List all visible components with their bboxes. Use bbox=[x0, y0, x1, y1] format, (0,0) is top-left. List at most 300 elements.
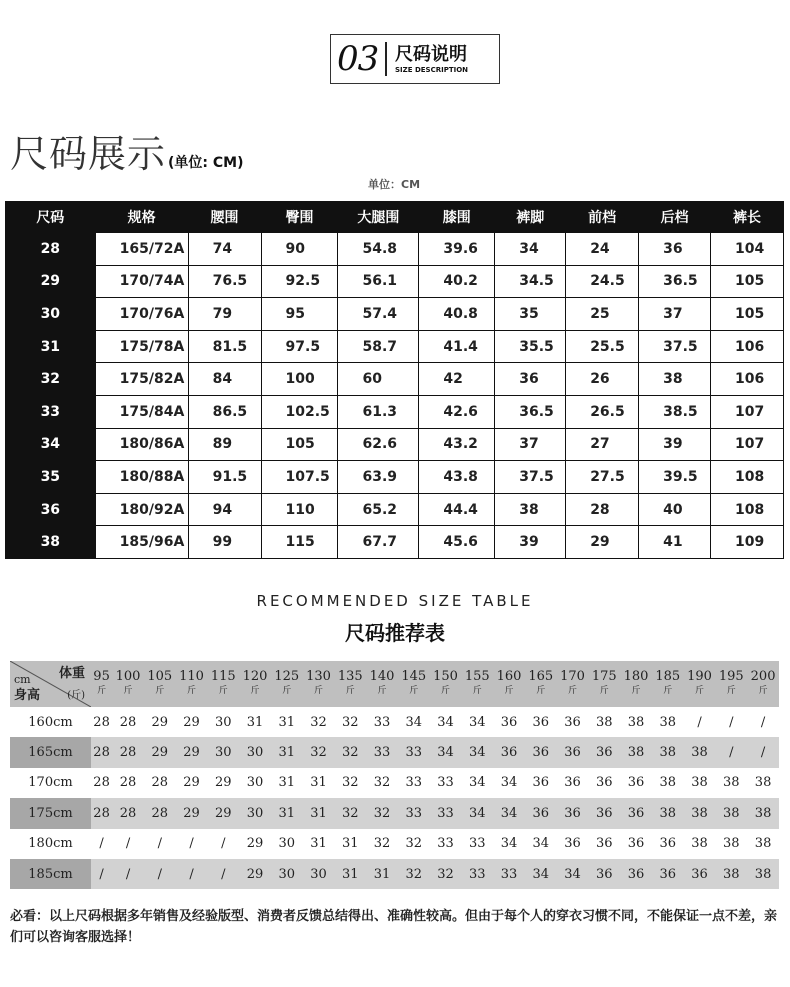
table-row bbox=[6, 363, 784, 396]
size-header-cell: 膝围 bbox=[419, 202, 495, 233]
table-row bbox=[10, 829, 779, 859]
size-value-cell: 38.5 bbox=[639, 395, 711, 428]
recommend-size-cell: 38 bbox=[620, 737, 652, 767]
size-header-cell: 尺码 bbox=[6, 202, 96, 233]
recommend-size-cell: 29 bbox=[246, 836, 264, 852]
size-value-cell: 38 bbox=[495, 493, 566, 526]
recommend-size-cell: 33 bbox=[373, 714, 391, 730]
recommend-size-cell: 38 bbox=[659, 775, 677, 791]
weight-header-cell bbox=[493, 661, 525, 707]
size-value-cell: 115 bbox=[261, 526, 338, 559]
weight-header-cell bbox=[144, 661, 176, 707]
recommend-size-cell: 36 bbox=[557, 737, 589, 767]
size-value-cell: 39.5 bbox=[639, 461, 711, 494]
size-header-cell: 后档 bbox=[639, 202, 711, 233]
weight-header-cell bbox=[715, 661, 747, 707]
recommend-size-cell: 28 bbox=[151, 775, 169, 791]
recommend-size-cell: 31 bbox=[246, 714, 264, 730]
recommend-size-cell: 32 bbox=[342, 714, 359, 730]
size-value-cell: 105 bbox=[711, 298, 784, 331]
size-label-cell: 33 bbox=[6, 395, 96, 428]
size-value-cell: 29 bbox=[566, 526, 639, 559]
weight-unit: 斤 bbox=[568, 686, 578, 696]
recommend-size-cell: 30 bbox=[239, 737, 271, 767]
weight-value: 110 bbox=[179, 669, 204, 684]
recommend-size-cell: 36 bbox=[564, 836, 581, 852]
size-value-cell: 92.5 bbox=[261, 265, 338, 298]
size-value-cell: 39.6 bbox=[419, 233, 495, 266]
size-value-cell: 42.6 bbox=[419, 395, 495, 428]
recommend-size-cell: 36 bbox=[620, 798, 652, 828]
size-value-cell: 180/88A bbox=[95, 461, 188, 494]
recommend-size-cell: 33 bbox=[398, 737, 430, 767]
size-label-cell: 35 bbox=[6, 461, 96, 494]
badge-text bbox=[395, 44, 468, 74]
table-row bbox=[6, 233, 784, 266]
recommend-title-cn: 尺码推荐表 bbox=[345, 621, 445, 645]
recommend-size-cell: 29 bbox=[215, 775, 232, 791]
recommend-size-cell: 30 bbox=[278, 836, 296, 852]
size-value-cell: 45.6 bbox=[419, 526, 495, 559]
weight-value: 95 bbox=[93, 669, 110, 684]
weight-value: 115 bbox=[210, 669, 236, 684]
weight-header-cell bbox=[176, 661, 208, 707]
recommend-size-cell: 31 bbox=[310, 836, 327, 852]
recommend-size-cell: / bbox=[157, 836, 162, 852]
recommend-size-cell: / bbox=[207, 859, 239, 889]
size-header-cell: 裤脚 bbox=[495, 202, 566, 233]
size-value-cell: 107 bbox=[711, 428, 784, 461]
weight-header-cell bbox=[112, 661, 144, 707]
weight-header-cell bbox=[557, 661, 589, 707]
weight-header-cell bbox=[303, 661, 335, 707]
size-value-cell: 109 bbox=[711, 526, 784, 559]
recommend-size-cell: 34 bbox=[430, 737, 462, 767]
size-value-cell: 67.7 bbox=[338, 526, 419, 559]
table-row bbox=[10, 859, 779, 889]
recommend-size-cell: / bbox=[125, 836, 131, 852]
recommend-size-cell: 28 bbox=[93, 775, 110, 791]
recommend-size-cell: 38 bbox=[627, 714, 645, 730]
size-value-cell: 108 bbox=[711, 493, 784, 526]
size-value-cell: 99 bbox=[188, 526, 261, 559]
weight-value: 160 bbox=[496, 669, 522, 684]
size-value-cell: 105 bbox=[261, 428, 338, 461]
recommend-size-cell: 34 bbox=[493, 798, 525, 828]
size-label-cell: 31 bbox=[6, 330, 96, 363]
recommend-size-cell: 38 bbox=[723, 775, 740, 791]
size-value-cell: 34 bbox=[495, 233, 566, 266]
weight-unit: 斤 bbox=[631, 686, 641, 696]
recommend-size-cell: 36 bbox=[596, 775, 613, 791]
table-row bbox=[6, 493, 784, 526]
size-value-cell: 105 bbox=[711, 265, 784, 298]
table-row bbox=[6, 265, 784, 298]
size-value-cell: 91.5 bbox=[188, 461, 261, 494]
recommend-size-cell: 34 bbox=[461, 737, 493, 767]
table-row bbox=[6, 461, 784, 494]
recommend-size-cell: 33 bbox=[398, 798, 430, 828]
size-value-cell: 28 bbox=[566, 493, 639, 526]
recommend-size-cell: 36 bbox=[564, 775, 581, 791]
recommend-size-cell: 28 bbox=[112, 798, 144, 828]
recommend-size-cell: 31 bbox=[334, 859, 366, 889]
size-value-cell: 37.5 bbox=[639, 330, 711, 363]
weight-header-cell bbox=[334, 661, 366, 707]
size-value-cell: 108 bbox=[711, 461, 784, 494]
weight-value: 120 bbox=[242, 669, 268, 684]
size-value-cell: 90 bbox=[261, 233, 338, 266]
recommend-size-cell: 38 bbox=[684, 798, 716, 828]
size-value-cell: 165/72A bbox=[95, 233, 188, 266]
size-value-cell: 36.5 bbox=[639, 265, 711, 298]
height-label-cell: 175cm bbox=[10, 798, 91, 828]
weight-unit: 斤 bbox=[726, 686, 736, 696]
title-unit: (单位: CM) bbox=[168, 155, 244, 171]
size-value-cell: 26 bbox=[566, 363, 639, 396]
weight-value: 175 bbox=[591, 669, 617, 684]
corner-height-label: 身高 bbox=[14, 688, 41, 703]
size-value-cell: 62.6 bbox=[338, 428, 419, 461]
table-row bbox=[10, 707, 779, 737]
recommend-size-cell: 34 bbox=[461, 798, 493, 828]
size-header-cell: 前档 bbox=[566, 202, 639, 233]
recommend-size-cell: / bbox=[99, 836, 104, 852]
height-label-cell: 185cm bbox=[10, 859, 91, 889]
recommend-size-cell: 32 bbox=[366, 798, 398, 828]
size-value-cell: 41 bbox=[639, 526, 711, 559]
recommend-size-cell: 36 bbox=[525, 737, 557, 767]
weight-unit: 斤 bbox=[663, 686, 673, 696]
recommend-size-cell: / bbox=[747, 737, 779, 767]
recommend-size-cell: 36 bbox=[557, 798, 589, 828]
size-header-cell: 大腿围 bbox=[338, 202, 419, 233]
badge-number: 03 bbox=[337, 39, 379, 79]
size-value-cell: 175/84A bbox=[95, 395, 188, 428]
recommend-size-cell: 36 bbox=[564, 714, 581, 730]
recommend-size-cell: 36 bbox=[532, 775, 550, 791]
recommend-size-cell: 32 bbox=[430, 859, 462, 889]
size-value-cell: 175/82A bbox=[95, 363, 188, 396]
recommend-size-cell: 28 bbox=[144, 798, 176, 828]
size-header-cell: 腰围 bbox=[188, 202, 261, 233]
unit-caption: 单位：CM bbox=[368, 178, 421, 191]
weight-value: 185 bbox=[655, 669, 681, 684]
recommend-size-cell: 36 bbox=[588, 859, 620, 889]
recommend-size-cell: 29 bbox=[183, 775, 200, 791]
recommend-title-en: RECOMMENDED SIZE TABLE bbox=[256, 592, 534, 610]
recommend-size-cell: 36 bbox=[684, 859, 716, 889]
recommend-size-cell: 30 bbox=[239, 798, 271, 828]
recommend-size-cell: 32 bbox=[398, 859, 430, 889]
section-badge bbox=[330, 34, 500, 84]
recommend-size-cell: 38 bbox=[747, 859, 779, 889]
weight-value: 130 bbox=[306, 669, 331, 684]
recommend-size-cell: 31 bbox=[342, 836, 359, 852]
weight-header-cell bbox=[239, 661, 271, 707]
recommend-size-cell: 31 bbox=[278, 775, 296, 791]
weight-value: 135 bbox=[337, 669, 363, 684]
size-value-cell: 185/96A bbox=[95, 526, 188, 559]
size-value-cell: 89 bbox=[188, 428, 261, 461]
weight-unit: 斤 bbox=[504, 686, 514, 696]
size-value-cell: 27 bbox=[566, 428, 639, 461]
recommend-size-cell: 38 bbox=[652, 798, 684, 828]
size-value-cell: 86.5 bbox=[188, 395, 261, 428]
recommend-size-cell: 33 bbox=[437, 836, 454, 852]
weight-unit: 斤 bbox=[123, 686, 133, 696]
recommend-size-cell: 31 bbox=[310, 775, 327, 791]
recommend-table bbox=[10, 661, 779, 889]
weight-unit: 斤 bbox=[409, 686, 419, 696]
recommend-size-cell: / bbox=[729, 714, 734, 730]
recommend-size-cell: 32 bbox=[310, 714, 327, 730]
recommend-size-cell: 33 bbox=[493, 859, 525, 889]
recommend-size-cell: 33 bbox=[430, 798, 462, 828]
recommend-size-cell: 38 bbox=[659, 714, 677, 730]
recommend-size-cell: 38 bbox=[715, 798, 747, 828]
size-value-cell: 36 bbox=[639, 233, 711, 266]
size-value-cell: 40.2 bbox=[419, 265, 495, 298]
recommend-size-cell: 30 bbox=[271, 859, 303, 889]
recommend-size-cell: 38 bbox=[596, 714, 613, 730]
size-value-cell: 44.4 bbox=[419, 493, 495, 526]
recommend-size-cell: 30 bbox=[246, 775, 264, 791]
title-main: 尺码展示 bbox=[10, 132, 167, 176]
recommend-size-cell: 36 bbox=[500, 714, 518, 730]
size-value-cell: 58.7 bbox=[338, 330, 419, 363]
size-value-cell: 57.4 bbox=[338, 298, 419, 331]
size-value-cell: 36.5 bbox=[495, 395, 566, 428]
weight-header-cell bbox=[620, 661, 652, 707]
recommend-size-cell: 38 bbox=[723, 836, 740, 852]
weight-value: 190 bbox=[687, 669, 712, 684]
recommend-size-cell: 36 bbox=[627, 836, 645, 852]
weight-header-cell bbox=[588, 661, 620, 707]
recommend-size-cell: 28 bbox=[119, 714, 137, 730]
recommend-size-cell: 29 bbox=[151, 714, 169, 730]
recommend-size-cell: 30 bbox=[215, 714, 232, 730]
recommend-size-cell: 29 bbox=[176, 798, 208, 828]
size-value-cell: 170/76A bbox=[95, 298, 188, 331]
recommend-size-cell: / bbox=[221, 836, 226, 852]
weight-unit: 斤 bbox=[282, 686, 292, 696]
recommend-size-cell: 33 bbox=[469, 836, 486, 852]
weight-unit: 斤 bbox=[758, 686, 768, 696]
weight-value: 150 bbox=[433, 669, 458, 684]
recommend-size-cell: 38 bbox=[684, 737, 716, 767]
size-value-cell: 170/74A bbox=[95, 265, 188, 298]
weight-unit: 斤 bbox=[250, 686, 260, 696]
size-value-cell: 56.1 bbox=[338, 265, 419, 298]
size-label-cell: 38 bbox=[6, 526, 96, 559]
recommend-size-cell: 34 bbox=[500, 836, 518, 852]
size-table-header bbox=[6, 202, 784, 233]
recommend-size-cell: 34 bbox=[525, 859, 557, 889]
recommend-size-cell: 34 bbox=[532, 836, 550, 852]
size-value-cell: 27.5 bbox=[566, 461, 639, 494]
recommend-size-cell: 34 bbox=[469, 775, 486, 791]
size-value-cell: 38 bbox=[639, 363, 711, 396]
size-value-cell: 81.5 bbox=[188, 330, 261, 363]
recommend-size-cell: 38 bbox=[652, 737, 684, 767]
height-label-cell: 165cm bbox=[10, 737, 91, 767]
size-value-cell: 24.5 bbox=[566, 265, 639, 298]
recommend-size-cell: 29 bbox=[144, 737, 176, 767]
size-header-cell: 裤长 bbox=[711, 202, 784, 233]
weight-unit: 斤 bbox=[345, 686, 355, 696]
recommend-size-cell: 36 bbox=[493, 737, 525, 767]
recommend-size-cell: 31 bbox=[303, 798, 335, 828]
table-row bbox=[6, 395, 784, 428]
weight-unit: 斤 bbox=[187, 686, 197, 696]
weight-unit: 斤 bbox=[536, 686, 546, 696]
size-value-cell: 42 bbox=[419, 363, 495, 396]
height-label-cell: 160cm bbox=[28, 714, 73, 730]
weight-header-cell bbox=[525, 661, 557, 707]
table-row bbox=[6, 526, 784, 559]
size-value-cell: 63.9 bbox=[338, 461, 419, 494]
recommend-size-cell: / bbox=[715, 737, 747, 767]
page-title bbox=[10, 132, 244, 176]
recommend-size-cell: 38 bbox=[754, 775, 772, 791]
corner-cell bbox=[10, 661, 91, 707]
recommend-size-cell: 36 bbox=[652, 859, 684, 889]
recommend-size-cell: 36 bbox=[532, 714, 550, 730]
recommend-size-cell: 36 bbox=[620, 859, 652, 889]
size-label-cell: 32 bbox=[6, 363, 96, 396]
weight-value: 140 bbox=[369, 669, 395, 684]
weight-value: 105 bbox=[147, 669, 173, 684]
size-value-cell: 180/86A bbox=[95, 428, 188, 461]
height-label-cell: 170cm bbox=[28, 775, 73, 791]
recommend-size-cell: 34 bbox=[405, 714, 423, 730]
recommend-size-cell: 30 bbox=[303, 859, 335, 889]
recommend-size-cell: 29 bbox=[239, 859, 271, 889]
recommend-size-cell: 33 bbox=[437, 775, 454, 791]
corner-jin-label: (斤) bbox=[67, 690, 85, 701]
size-value-cell: 61.3 bbox=[338, 395, 419, 428]
weight-header-cell bbox=[91, 661, 112, 707]
size-value-cell: 110 bbox=[261, 493, 338, 526]
size-value-cell: 106 bbox=[711, 330, 784, 363]
size-value-cell: 36 bbox=[495, 363, 566, 396]
size-value-cell: 34.5 bbox=[495, 265, 566, 298]
size-value-cell: 43.8 bbox=[419, 461, 495, 494]
recommend-size-cell: 28 bbox=[91, 798, 112, 828]
size-value-cell: 35.5 bbox=[495, 330, 566, 363]
weight-value: 145 bbox=[401, 669, 427, 684]
recommend-size-cell: 34 bbox=[469, 714, 486, 730]
recommend-size-cell: 32 bbox=[342, 775, 359, 791]
size-label-cell: 29 bbox=[6, 265, 96, 298]
recommend-size-cell: 33 bbox=[405, 775, 423, 791]
size-value-cell: 37.5 bbox=[495, 461, 566, 494]
corner-cm-label: cm bbox=[14, 673, 31, 686]
recommend-size-cell: 36 bbox=[588, 737, 620, 767]
recommend-size-cell: 33 bbox=[366, 737, 398, 767]
weight-value: 195 bbox=[718, 669, 744, 684]
recommend-size-cell: 38 bbox=[691, 775, 708, 791]
size-value-cell: 94 bbox=[188, 493, 261, 526]
size-value-cell: 26.5 bbox=[566, 395, 639, 428]
recommend-size-cell: 36 bbox=[588, 798, 620, 828]
recommend-size-cell: / bbox=[760, 714, 766, 730]
size-value-cell: 43.2 bbox=[419, 428, 495, 461]
recommend-table-header bbox=[10, 661, 779, 707]
size-header-cell: 规格 bbox=[95, 202, 188, 233]
weight-unit: 斤 bbox=[218, 686, 228, 696]
size-value-cell: 25 bbox=[566, 298, 639, 331]
recommend-size-cell: 31 bbox=[366, 859, 398, 889]
recommend-size-cell: 28 bbox=[119, 775, 137, 791]
weight-header-cell bbox=[398, 661, 430, 707]
size-value-cell: 37 bbox=[495, 428, 566, 461]
weight-header-cell bbox=[271, 661, 303, 707]
size-value-cell: 37 bbox=[639, 298, 711, 331]
size-header-cell: 臀围 bbox=[261, 202, 338, 233]
badge-title-en: SIZE DESCRIPTION bbox=[395, 66, 469, 74]
recommend-size-cell: 33 bbox=[461, 859, 493, 889]
size-value-cell: 39 bbox=[495, 526, 566, 559]
size-value-cell: 106 bbox=[711, 363, 784, 396]
size-value-cell: 180/92A bbox=[95, 493, 188, 526]
recommend-size-cell: 28 bbox=[91, 737, 112, 767]
recommend-size-cell: 38 bbox=[747, 798, 779, 828]
recommend-size-cell: 38 bbox=[715, 859, 747, 889]
recommend-size-cell: 30 bbox=[207, 737, 239, 767]
size-value-cell: 104 bbox=[711, 233, 784, 266]
size-value-cell: 60 bbox=[338, 363, 419, 396]
size-value-cell: 79 bbox=[188, 298, 261, 331]
size-value-cell: 65.2 bbox=[338, 493, 419, 526]
weight-value: 165 bbox=[528, 669, 554, 684]
recommend-size-cell: 38 bbox=[754, 836, 772, 852]
size-value-cell: 107.5 bbox=[261, 461, 338, 494]
size-value-cell: 35 bbox=[495, 298, 566, 331]
recommend-size-cell: 29 bbox=[183, 714, 200, 730]
recommend-size-cell: 36 bbox=[659, 836, 677, 852]
weight-header-cell bbox=[430, 661, 462, 707]
height-label-cell: 180cm bbox=[28, 836, 73, 852]
weight-value: 125 bbox=[274, 669, 300, 684]
recommend-size-cell: 34 bbox=[557, 859, 589, 889]
recommend-size-cell: 32 bbox=[405, 836, 423, 852]
size-table bbox=[5, 201, 784, 559]
size-value-cell: 102.5 bbox=[261, 395, 338, 428]
recommend-size-cell: 28 bbox=[93, 714, 110, 730]
size-label-cell: 36 bbox=[6, 493, 96, 526]
size-value-cell: 84 bbox=[188, 363, 261, 396]
weight-value: 170 bbox=[560, 669, 585, 684]
recommend-size-cell: 29 bbox=[176, 737, 208, 767]
recommend-size-cell: 34 bbox=[500, 775, 518, 791]
recommend-size-cell: 28 bbox=[112, 737, 144, 767]
size-value-cell: 74 bbox=[188, 233, 261, 266]
table-row bbox=[10, 737, 779, 767]
weight-value: 155 bbox=[464, 669, 490, 684]
recommend-size-cell: / bbox=[176, 859, 208, 889]
weight-unit: 斤 bbox=[599, 686, 609, 696]
size-value-cell: 97.5 bbox=[261, 330, 338, 363]
weight-header-cell bbox=[747, 661, 779, 707]
recommend-size-cell: 32 bbox=[373, 775, 391, 791]
size-value-cell: 107 bbox=[711, 395, 784, 428]
table-row bbox=[6, 428, 784, 461]
recommend-size-cell: / bbox=[697, 714, 702, 730]
size-value-cell: 100 bbox=[261, 363, 338, 396]
size-label-cell: 28 bbox=[6, 233, 96, 266]
